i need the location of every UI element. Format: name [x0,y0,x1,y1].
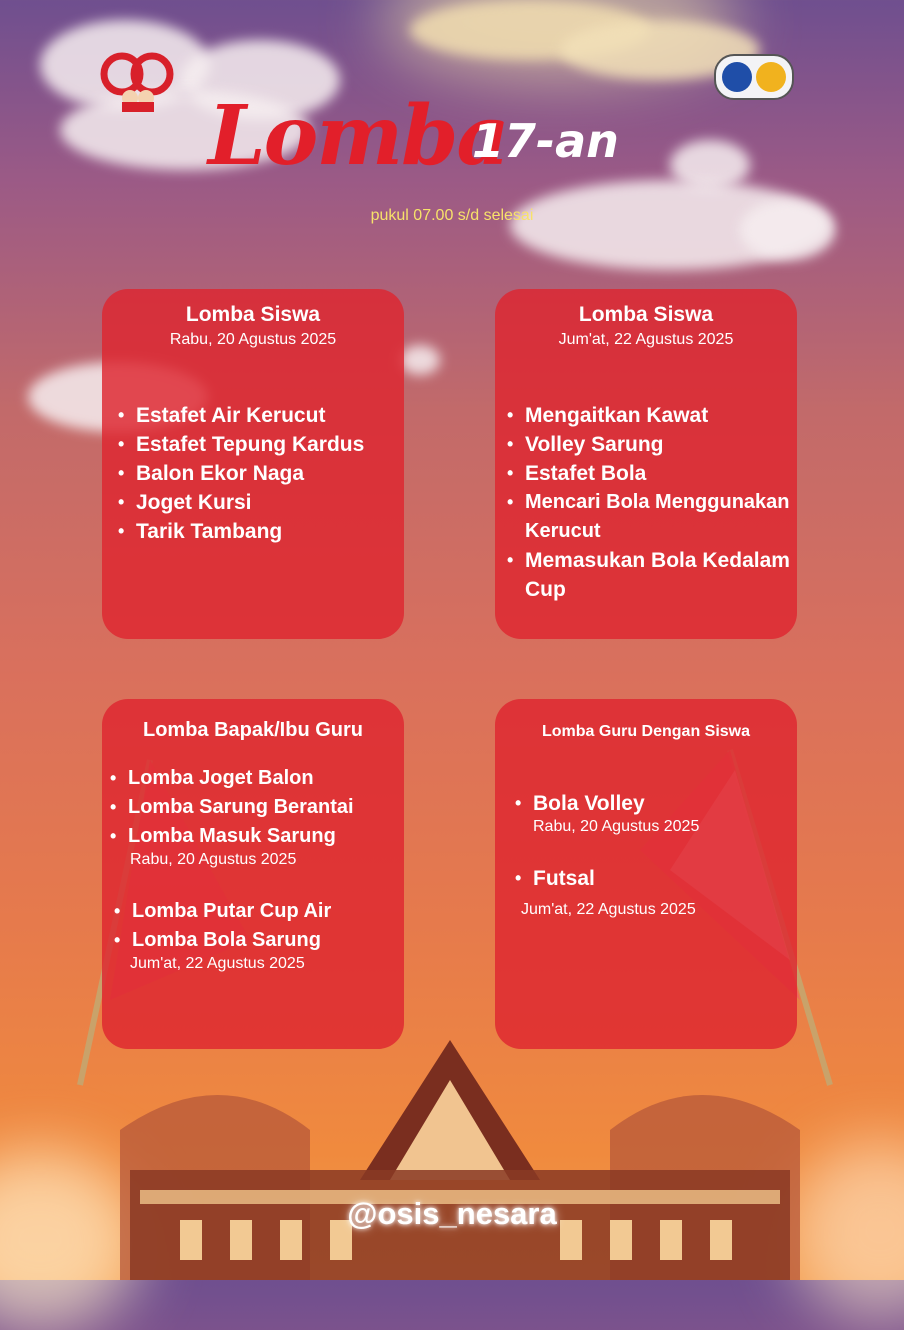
list-item: • Estafet Tepung Kardus [114,430,404,459]
list-item: • Mencari Bola Menggunakan Kerucut [503,488,791,546]
list-item: • Lomba Bola Sarung [110,926,404,955]
competition-list [102,764,404,851]
list-item: • Balon Ekor Naga [114,459,404,488]
competition-list [495,789,797,818]
competition-list [102,897,404,955]
group-date: Rabu, 20 Agustus 2025 [130,851,297,868]
item-date: Rabu, 20 Agustus 2025 [533,818,700,835]
competition-list [495,401,797,604]
poster-title [200,88,720,198]
card-date: Rabu, 20 Agustus 2025 [169,331,337,348]
card-lomba-siswa-jumat [495,289,797,639]
list-item: • Lomba Masuk Sarung [106,822,404,851]
competition-list [102,401,404,546]
bottom-left-light [0,1150,140,1330]
osis-emblem-icon [756,62,786,92]
rumah-gadang-illustration [120,1020,800,1280]
competition-list [495,864,797,893]
list-item: • Tarik Tambang [114,517,404,546]
item-date: Jum'at, 22 Agustus 2025 [521,901,696,918]
title-lomba: Lomba [208,88,508,184]
card-lomba-guru-siswa [495,699,797,1049]
title-17-an: 17-an [472,114,619,168]
card-date: Jum'at, 22 Agustus 2025 [558,331,734,348]
list-item: • Estafet Bola [503,459,791,488]
hut-ri-80-logo [100,50,174,114]
card-title: Lomba Bapak/Ibu Guru [142,719,364,741]
card-title: Lomba Guru Dengan Siswa [541,723,751,740]
school-logos [714,54,794,100]
group-date: Jum'at, 22 Agustus 2025 [130,955,305,972]
card-title: Lomba Siswa [185,303,321,326]
list-item: • Volley Sarung [503,430,791,459]
card-title: Lomba Siswa [578,303,714,326]
school-emblem-icon [722,62,752,92]
event-time: pukul 07.00 s/d selesai [370,207,534,224]
card-lomba-siswa-rabu [102,289,404,639]
list-item: • Bola Volley [511,789,797,818]
instagram-handle: @osis_nesara [347,1196,557,1231]
list-item: • Joget Kursi [114,488,404,517]
cloud [400,345,440,375]
list-item: • Lomba Joget Balon [106,764,404,793]
list-item: • Estafet Air Kerucut [114,401,404,430]
list-item: • Lomba Putar Cup Air [110,897,404,926]
list-item: • Futsal [511,864,797,893]
list-item: • Mengaitkan Kawat [503,401,791,430]
list-item: • Memasukan Bola Kedalam Cup [503,546,791,604]
card-lomba-guru [102,699,404,1049]
list-item: • Lomba Sarung Berantai [106,793,404,822]
